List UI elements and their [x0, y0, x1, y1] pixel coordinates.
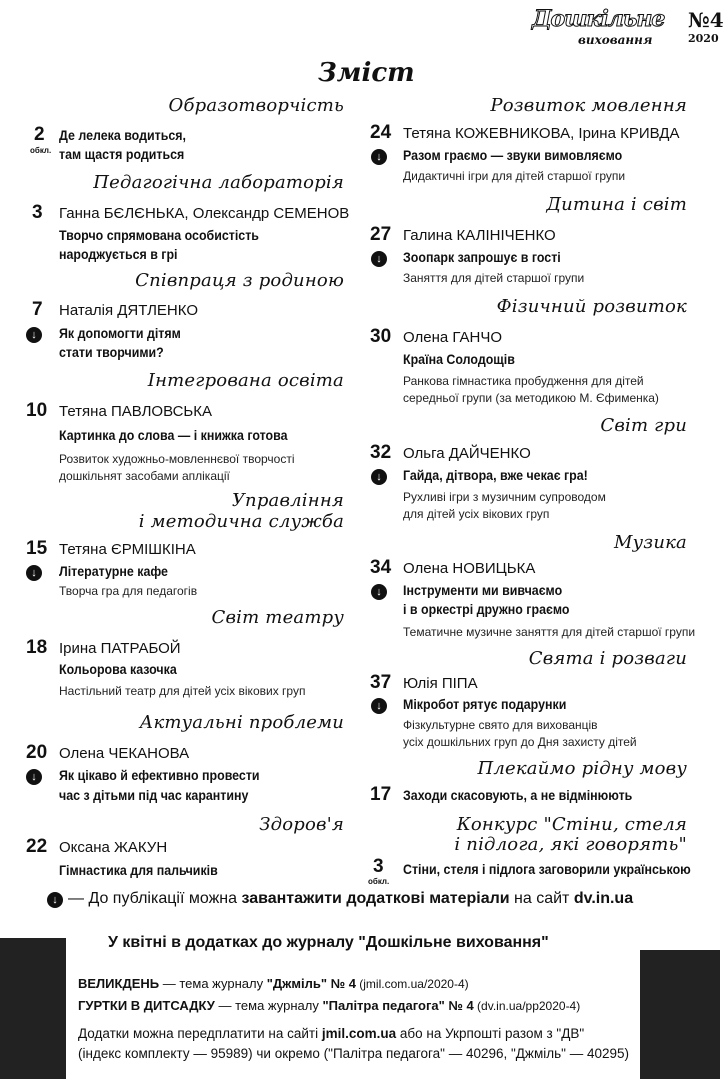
download-icon[interactable]: ↓	[371, 251, 387, 267]
page-number: 3	[32, 202, 43, 223]
author-name: Ганна БЄЛЄНЬКА, Олександр СЕМЕНОВ	[59, 205, 350, 222]
section-heading: Дитина і світ	[546, 194, 687, 215]
line-text: — тема журналу	[214, 998, 323, 1013]
page-number: 37	[370, 672, 392, 693]
section-heading: Плекаймо рідну мову	[477, 758, 687, 779]
line-text: або на Укрпошті разом з "ДВ"	[396, 1026, 585, 1041]
issue-number: №4	[688, 8, 724, 32]
article-title: Стіни, стеля і підлога заговорили українською	[403, 862, 691, 877]
page-number: 24	[370, 122, 392, 143]
section-heading: Конкурс "Стіни, стеля	[456, 814, 687, 835]
section-heading: Музика	[614, 532, 687, 553]
magazine-cover-right	[640, 950, 720, 1079]
article-description: Настільний театр для дітей усіх вікових груп	[59, 684, 306, 698]
section-heading: Світ театру	[211, 607, 344, 628]
author-name: Олена ГАНЧО	[403, 329, 503, 346]
article-description: Творча гра для педагогів	[59, 584, 198, 598]
section-heading: Здоров'я	[259, 814, 344, 835]
subscription-line	[78, 1026, 584, 1041]
article-title: народжується в грі	[59, 247, 178, 262]
section-heading: Актуальні проблеми	[139, 712, 344, 733]
magazine-cover-left	[0, 938, 66, 1079]
article-title: там щастя родиться	[59, 147, 185, 162]
article-title: Як цікаво й ефективно провести	[59, 768, 260, 783]
article-description: Тематичне музичне заняття для дітей старшої групи	[403, 625, 696, 639]
article-title: стати творчими?	[59, 345, 164, 360]
author-name: Наталія ДЯТЛЕНКО	[59, 302, 199, 319]
article-title: Зоопарк запрошує в гості	[403, 250, 561, 265]
article-description: Розвиток художньо-мовленнєвої творчості	[59, 452, 295, 466]
url-text[interactable]: (dv.in.ua/pp2020-4)	[473, 999, 581, 1013]
download-icon[interactable]: ↓	[371, 149, 387, 165]
section-heading: і методична служба	[138, 511, 344, 532]
author-name: Ірина ПАТРАБОЙ	[59, 640, 181, 657]
article-title: Разом граємо — звуки вимовляємо	[403, 148, 623, 163]
page-number: 22	[26, 836, 48, 857]
article-title: Країна Солодощів	[403, 352, 515, 367]
article-title: Картинка до слова — і книжка готова	[59, 428, 288, 443]
download-icon[interactable]: ↓	[26, 327, 42, 343]
line-text: — тема журналу	[159, 976, 267, 991]
page-number: 3	[373, 856, 384, 877]
download-icon[interactable]: ↓	[371, 469, 387, 485]
article-description: для дітей усіх вікових груп	[403, 507, 550, 521]
article-title: Літературне кафе	[59, 564, 168, 579]
page-number: 18	[26, 637, 48, 658]
article-description: середньої групи (за методикою М. Єфименка)	[403, 391, 659, 405]
download-icon[interactable]: ↓	[26, 565, 42, 581]
section-heading: Педагогічна лабораторія	[93, 172, 344, 193]
page-number: 20	[26, 742, 48, 763]
download-note	[68, 890, 633, 908]
download-icon[interactable]: ↓	[47, 892, 63, 908]
article-description: Заняття для дітей старшої групи	[403, 271, 585, 285]
page-number: 15	[26, 538, 48, 559]
article-title: Заходи скасовують, а не відмінюють	[403, 788, 633, 803]
article-title: Інструменти ми вивчаємо	[403, 583, 563, 598]
author-name: Тетяна ПАВЛОВСЬКА	[59, 403, 213, 420]
url-text[interactable]: (jmil.com.ua/2020-4)	[355, 977, 469, 991]
page-number: 30	[370, 326, 392, 347]
note-text: на сайт	[509, 890, 574, 907]
article-title: Творчо спрямована особистість	[59, 228, 259, 243]
article-title: Кольорова казочка	[59, 662, 177, 677]
magazine-name: "Палітра педагога" № 4	[322, 998, 474, 1013]
section-heading: Фізичний розвиток	[496, 296, 687, 317]
issue-year: 2020	[688, 32, 719, 45]
author-name: Олена НОВИЦЬКА	[403, 560, 536, 577]
author-name: Олена ЧЕКАНОВА	[59, 745, 190, 762]
cover-label: обкл.	[30, 146, 52, 155]
section-heading: Управління	[231, 490, 344, 511]
page-number: 17	[370, 784, 392, 805]
header-logo-top: Дошкільне	[532, 6, 665, 32]
site-link[interactable]: dv.in.ua	[573, 890, 634, 907]
author-name: Юлія ПІПА	[403, 675, 478, 692]
section-heading: Образотворчість	[168, 95, 344, 116]
article-title: Гімнастика для пальчиків	[59, 863, 218, 878]
download-icon[interactable]: ↓	[371, 584, 387, 600]
page-number: 34	[370, 557, 392, 578]
supplement-line	[78, 998, 580, 1013]
article-description: дошкільнят засобами аплікації	[59, 469, 230, 483]
site-link[interactable]: jmil.com.ua	[321, 1026, 397, 1041]
article-title: і в оркестрі дружно граємо	[403, 602, 570, 617]
article-description: Рухливі ігри з музичним супроводом	[403, 490, 606, 504]
page-number: 2	[34, 124, 45, 145]
article-title: Гайда, дітвора, вже чекає гра!	[403, 468, 588, 483]
download-icon[interactable]: ↓	[371, 698, 387, 714]
cover-label: обкл.	[368, 877, 390, 886]
section-heading: Розвиток мовлення	[490, 95, 687, 116]
page-number: 27	[370, 224, 392, 245]
author-name: Ольга ДАЙЧЕНКО	[403, 445, 531, 462]
article-title: Мікробот рятує подарунки	[403, 697, 567, 712]
author-name: Галина КАЛІНІЧЕНКО	[403, 227, 556, 244]
download-icon[interactable]: ↓	[26, 769, 42, 785]
section-heading: Свята і розваги	[528, 648, 687, 669]
topic-name: ВЕЛИКДЕНЬ	[78, 976, 160, 991]
article-description: Ранкова гімнастика пробудження для дітей	[403, 374, 644, 388]
page-title: Зміст	[318, 58, 415, 88]
supplement-heading: У квітні в додатках до журналу "Дошкільне виховання"	[108, 934, 549, 951]
page-number: 7	[32, 299, 43, 320]
author-name: Тетяна КОЖЕВНИКОВА, Ірина КРИВДА	[403, 125, 680, 142]
author-name: Тетяна ЄРМІШКІНА	[59, 541, 196, 558]
article-title: час з дітьми під час карантину	[59, 788, 249, 803]
section-heading: Світ гри	[600, 415, 687, 436]
section-heading: Співпраця з родиною	[135, 270, 344, 291]
header-logo-bottom: виховання	[578, 33, 653, 47]
article-description: Дидактичні ігри для дітей старшої групи	[403, 169, 626, 183]
article-title: Де лелека водиться,	[59, 128, 186, 143]
note-bold: завантажити додаткові матеріали	[241, 890, 510, 907]
note-text: — До публікації можна	[68, 890, 242, 907]
section-heading: Інтегрована освіта	[147, 370, 344, 391]
article-description: Фізкультурне свято для вихованців	[403, 718, 598, 732]
article-description: усіх дошкільних груп до Дня захисту дітей	[403, 735, 637, 749]
subscription-line: (індекс комплекту — 95989) чи окремо ("Палітра педагога" — 40296, "Джміль" — 40295)	[78, 1046, 629, 1061]
magazine-name: "Джміль" № 4	[266, 976, 356, 991]
supplement-line	[78, 976, 469, 991]
section-heading: і підлога, які говорять"	[454, 834, 687, 855]
article-title: Як допомогти дітям	[59, 326, 181, 341]
page-number: 10	[26, 400, 48, 421]
line-text: Додатки можна передплатити на сайті	[78, 1026, 322, 1041]
topic-name: ГУРТКИ В ДИТСАДКУ	[78, 998, 215, 1013]
page-number: 32	[370, 442, 392, 463]
author-name: Оксана ЖАКУН	[59, 839, 168, 856]
